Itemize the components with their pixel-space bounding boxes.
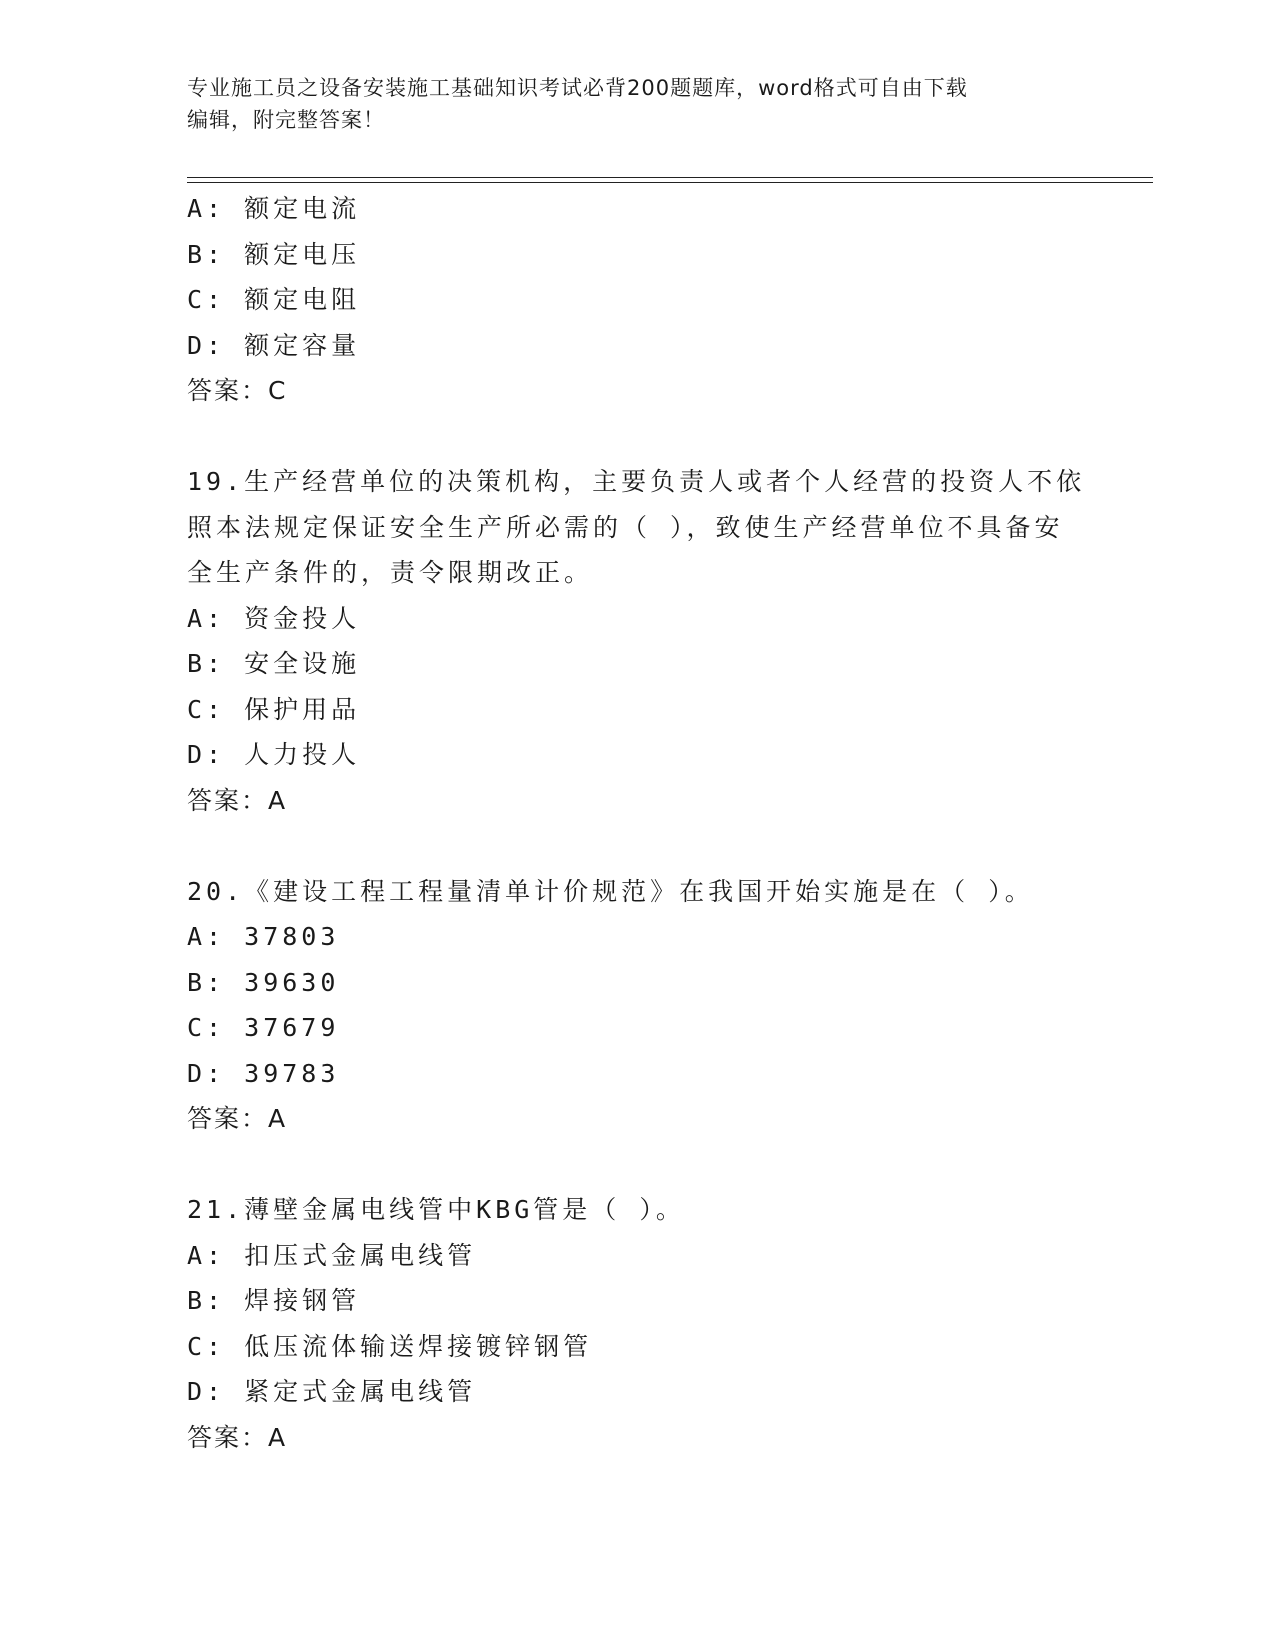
option-a: A: 37803 [187, 922, 340, 951]
option-b: B: 安全设施 [187, 649, 361, 678]
option-c: C: 低压流体输送焊接镀锌钢管 [187, 1331, 593, 1361]
question-20 [187, 869, 1087, 1142]
option-c: C: 37679 [187, 1013, 340, 1042]
option-c: C: 额定电阻 [187, 285, 361, 314]
question-18 [187, 186, 1087, 414]
spacer [187, 1142, 1087, 1188]
answer-line: 答案：A [187, 785, 288, 815]
header-rule-bottom [187, 182, 1153, 183]
option-d: D: 39783 [187, 1058, 340, 1088]
header-title-line-2: 编辑，附完整答案！ [187, 108, 385, 132]
document-header [187, 72, 1067, 136]
question-stem-line-1: 21.薄壁金属电线管中KBG管是（ ）。 [187, 1195, 685, 1224]
answer-line: 答案：C [187, 376, 288, 405]
question-list [187, 186, 1087, 1460]
header-rule-top [187, 177, 1153, 178]
question-stem-line-2: 照本法规定保证安全生产所必需的（ ），致使生产经营单位不具备安 [187, 512, 1064, 542]
option-a: A: 资金投人 [187, 603, 361, 633]
question-19 [187, 459, 1087, 823]
question-stem-line-3: 全生产条件的，责令限期改正。 [187, 558, 594, 587]
question-stem-line-1: 19.生产经营单位的决策机构，主要负责人或者个人经营的投资人不依 [187, 467, 1086, 496]
answer-line: 答案：A [187, 1422, 288, 1452]
option-d: D: 人力投人 [187, 740, 361, 769]
header-title-line-1: 专业施工员之设备安装施工基础知识考试必背200题题库，word格式可自由下载 [187, 76, 968, 100]
option-b: B: 焊接钢管 [187, 1286, 361, 1315]
answer-line: 答案：A [187, 1104, 288, 1133]
spacer [187, 823, 1087, 869]
option-a: A: 额定电流 [187, 194, 361, 223]
question-stem-line-1: 20.《建设工程工程量清单计价规范》在我国开始实施是在（ ）。 [187, 876, 1034, 906]
spacer [187, 414, 1087, 460]
option-d: D: 额定容量 [187, 330, 361, 360]
option-d: D: 紧定式金属电线管 [187, 1377, 477, 1406]
option-b: B: 39630 [187, 967, 340, 997]
option-b: B: 额定电压 [187, 239, 361, 269]
option-c: C: 保护用品 [187, 694, 361, 724]
option-a: A: 扣压式金属电线管 [187, 1240, 477, 1270]
question-21 [187, 1187, 1087, 1460]
